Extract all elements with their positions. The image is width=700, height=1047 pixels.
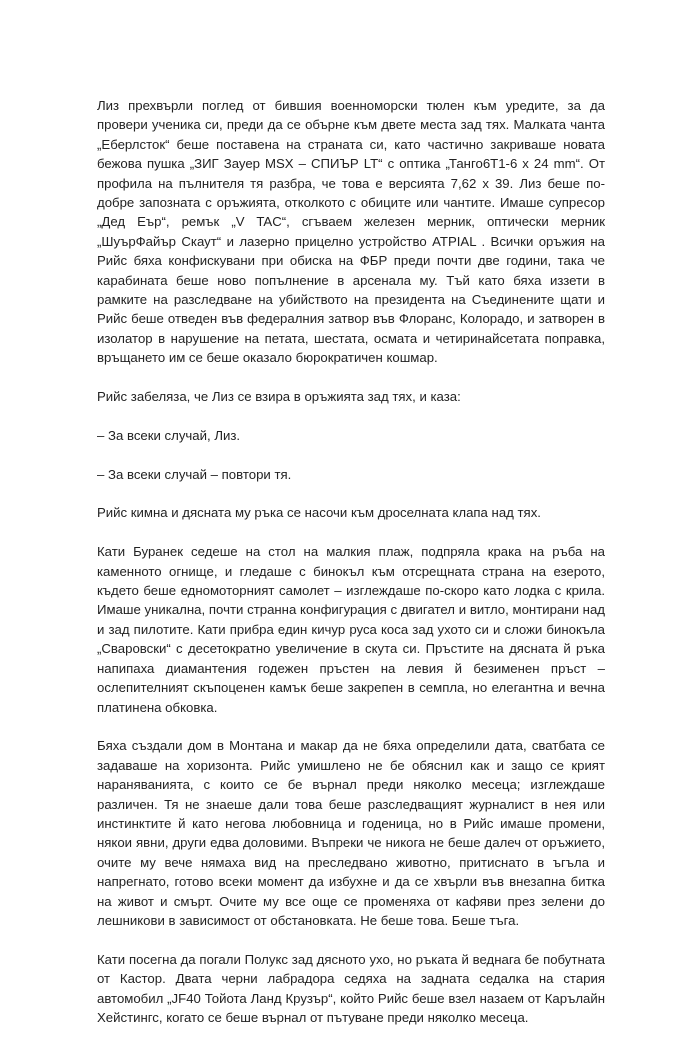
paragraph-8: Кати посегна да погали Полукс зад дясното ухо, но ръката й веднага бе побутната от Кастор. Двата черни лабрадора седяха на задната седалка на стария автомобил „JF40 Тойота Ланд Крузър“, който Рийс беше взел назаем от Карълайн Хейстингс, когато се беше върнал от пътуване преди няколко месеца. xyxy=(97,951,605,1025)
paragraph-7: Бяха създали дом в Монтана и макар да не бяха определили дата, сватбата се задаваше на хоризонта. Рийс умишлено не бе обяснил как и защо се крият нараняванията, с които се бе върнал преди няколко месеца; изглеждаше различен. Тя не знаеше дали това беше разследващият журналист в нея или инстинктите й като негова любовница и годеница, но в Рийс имаше промени, някои явни, други едва доловими. Въпреки че никога не беше далеч от оръжието, очите му вече нямаха вид на преследвано животно, притиснато в ъгъла и напрегнато, готово всеки момент да избухне и да се хвърли във внезапна битка на живот и смърт. Очите му все още се променяха от кафяви през зелени до лешникови в зависимост от обстановката. Не беше това. Беше тъга. xyxy=(97,738,605,928)
document-page xyxy=(97,96,605,1047)
paragraph-2: Рийс забеляза, че Лиз се взира в оръжията зад тях, и каза: xyxy=(97,389,461,405)
paragraph-5: Рийс кимна и дясната му ръка се насочи към дроселната клапа над тях. xyxy=(97,505,541,521)
paragraph-1: Лиз прехвърли поглед от бившия военноморски тюлен към уредите, за да провери ученика си, преди да се обърне към двете места зад тях. Малката чанта „Еберлсток“ беше поставена на страната си, като частично закриваше новата бежова пушка „ЗИГ Зауер MSX – СПИЪР LT“ с оптика „Танго6Т1-6 х 24 mm“. От профила на пълнителя тя разбра, че това е версията 7,62 х 39. Лиз беше по-добре запозната с оръжията, отколкото с обиците или чантите. Имаше супресор „Дед Еър“, ремък „V TAC“, сгъваем железен мерник, оптически мерник „ШуърФайър Скаут“ и лазерно прицелно устройство ATPIAL . Всички оръжия на Рийс бяха конфискувани при обиска на ФБР преди почти две години, така че карабината беше ново попълнение в арсенала му. Тъй като бяха иззети в рамките на разследване на убийството на президента на Съединените щати и Рийс беше отведен във федералния затвор във Флоранс, Колорадо, и затворен в изолатор в нарушение на петата, шестата, осмата и четиринайсетата поправка, връщането им се беше оказало бюрократичен кошмар. xyxy=(97,98,605,366)
paragraph-4: – За всеки случай – повтори тя. xyxy=(97,466,292,482)
paragraph-6: Кати Буранек седеше на стол на малкия плаж, подпряла крака на ръба на каменното огнище, и гледаше с бинокъл към отсрещната страна на езерото, където беше едномоторният самолет – изглеждаше по-скоро като лодка с крила. Имаше уникална, почти странна конфигурация с двигател и витло, монтирани над и зад пилотите. Кати прибра един кичур руса коса зад ухото си и сложи бинокъла „Сваровски“ с десетократно увеличение в скута си. Пръстите на дясната й ръка напипаха диамантения годежен пръстен на левия й безименен пръст – ослепителният скъпоценен камък беше закрепен в семпла, но елегантна и вечна платинена обковка. xyxy=(97,544,605,715)
paragraph-3: – За всеки случай, Лиз. xyxy=(97,427,241,443)
